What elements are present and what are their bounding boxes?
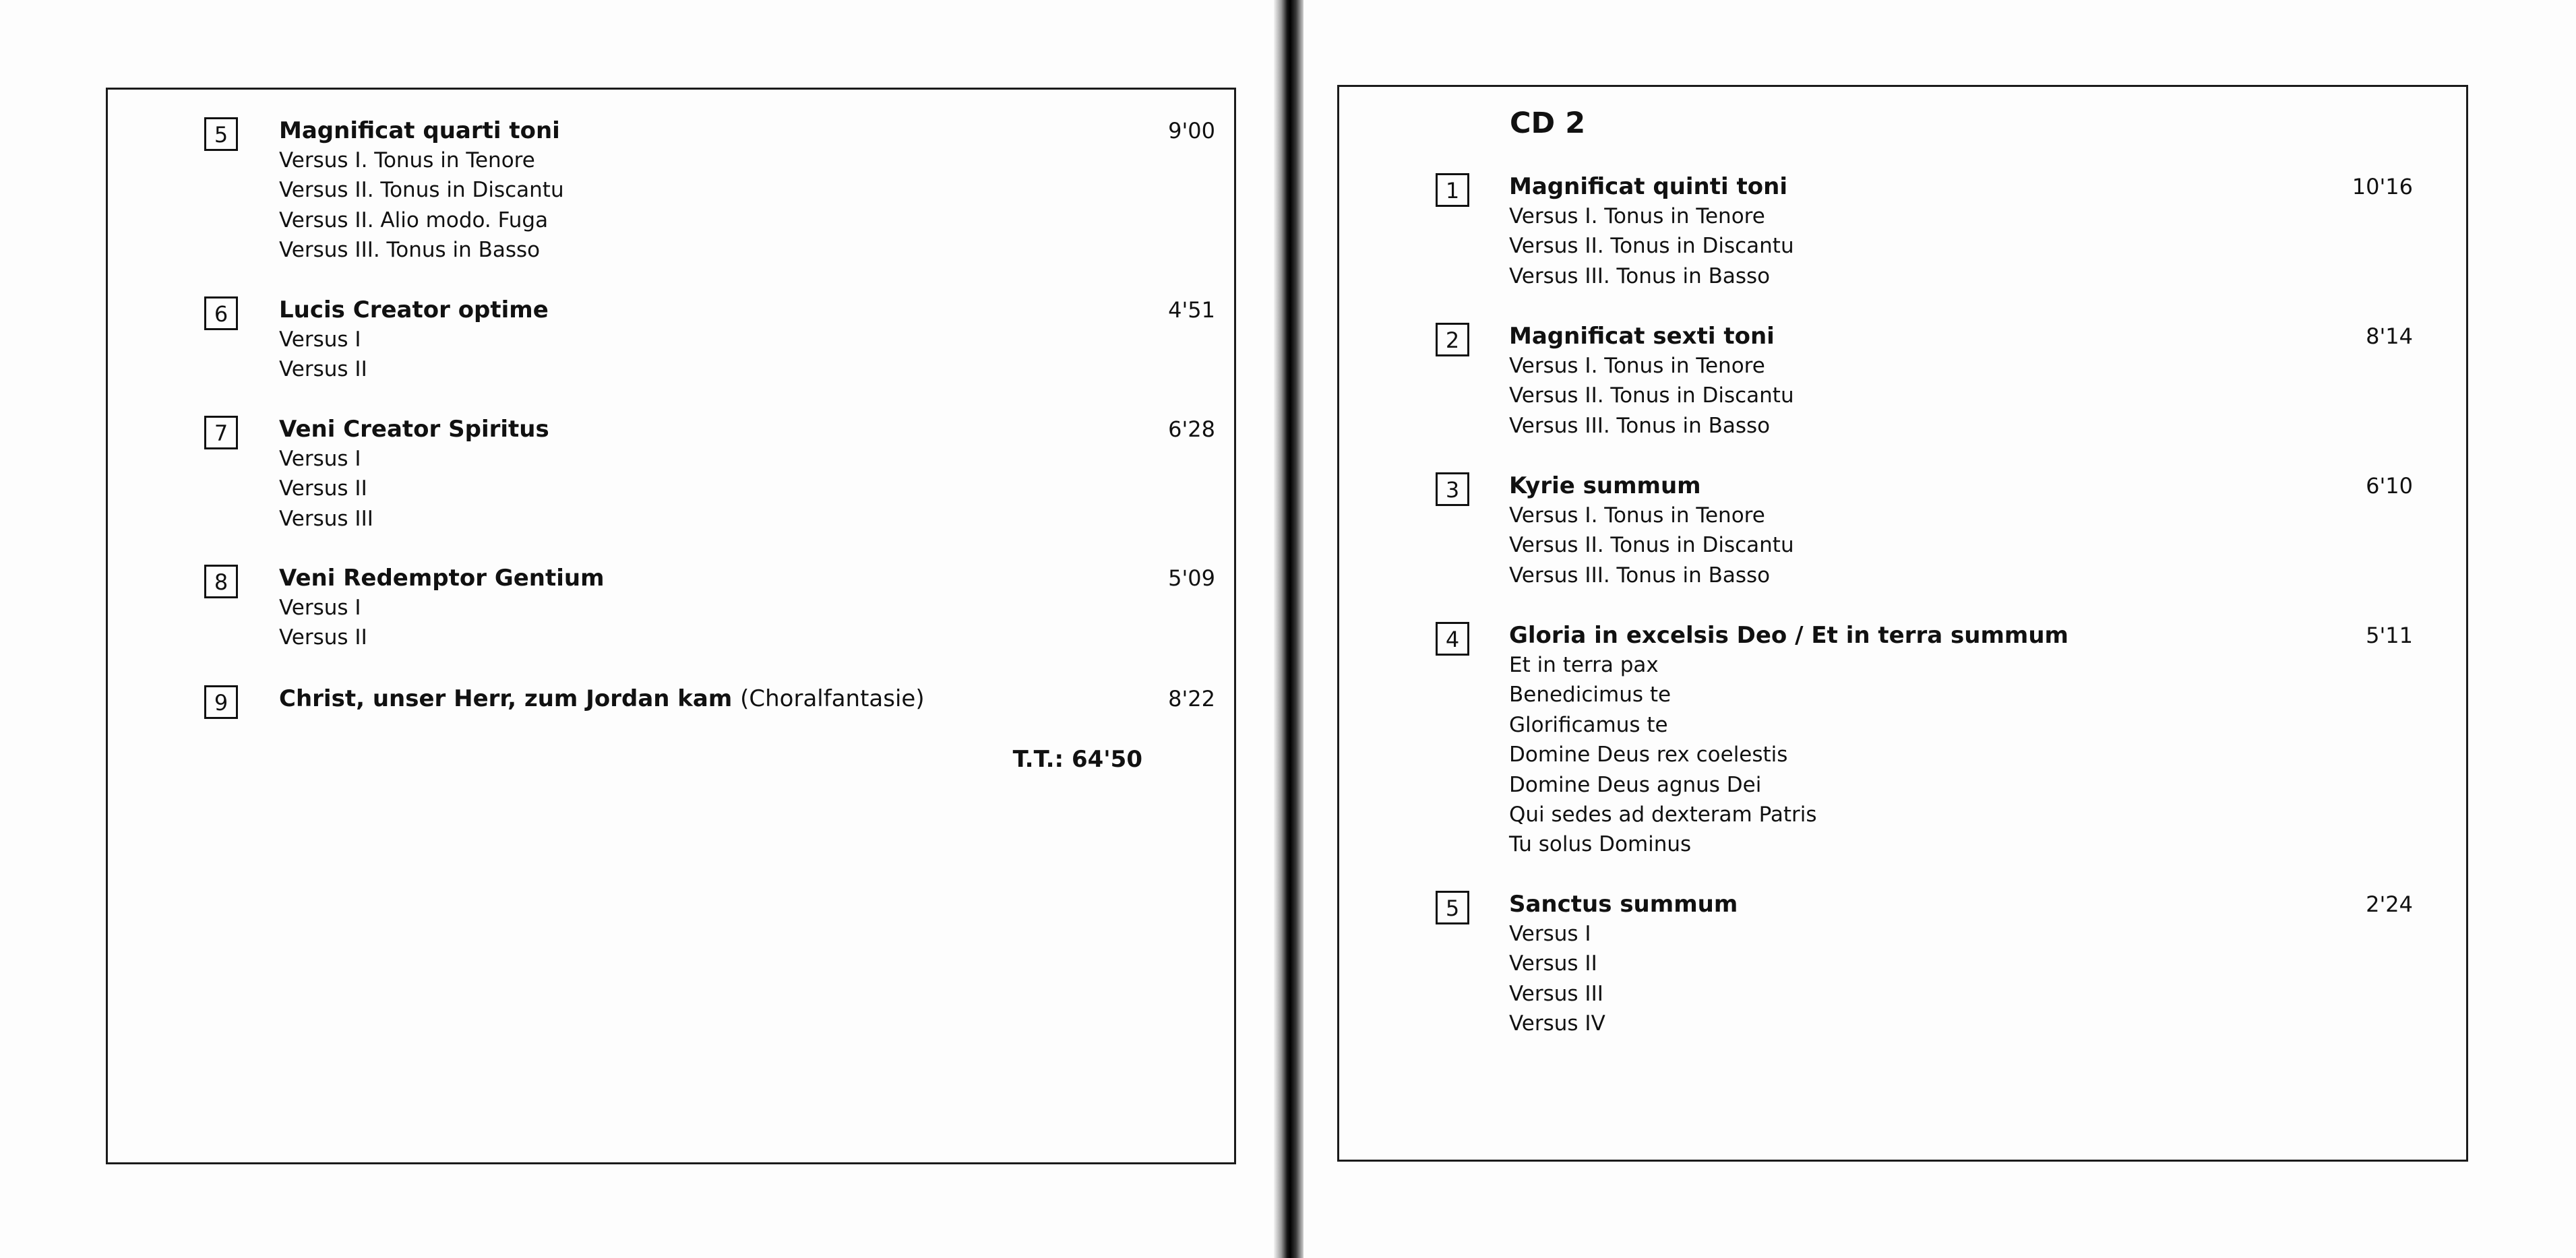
track-duration: 6'28	[1168, 416, 1215, 442]
track-number-box: 8	[204, 565, 238, 598]
versus-list	[279, 325, 367, 385]
track-title: Lucis Creator optime	[279, 296, 549, 323]
track-number-box: 2	[1436, 323, 1469, 356]
track-duration: 5'09	[1168, 565, 1215, 591]
track-title: Magnificat quarti toni	[279, 117, 560, 144]
track-title: Veni Creator Spiritus	[279, 416, 549, 443]
versus-item: Versus II. Tonus in Discantu	[1509, 234, 1794, 259]
track-title: Sanctus summum	[1509, 891, 1738, 918]
track-subtitle: (Choralfantasie)	[740, 685, 925, 712]
track-duration: 2'24	[2366, 891, 2413, 917]
versus-item: Versus II. Tonus in Discantu	[279, 178, 564, 203]
versus-item: Versus IV	[1509, 1011, 1605, 1036]
versus-item: Versus I. Tonus in Tenore	[279, 148, 535, 172]
versus-item: Versus III. Tonus in Basso	[279, 238, 541, 263]
track-duration: 8'22	[1168, 686, 1215, 712]
versus-list	[279, 146, 564, 265]
versus-item: Versus I. Tonus in Tenore	[1509, 503, 1765, 528]
versus-item: Versus I	[1509, 922, 1591, 946]
versus-item: Versus II. Alio modo. Fuga	[279, 208, 549, 232]
versus-item: Versus III. Tonus in Basso	[1509, 563, 1771, 588]
track-duration: 5'11	[2366, 623, 2413, 648]
versus-item: Versus III	[1509, 981, 1603, 1006]
versus-item: Versus I	[279, 447, 361, 471]
versus-item: Versus III	[279, 506, 373, 531]
track-number-box: 5	[204, 117, 238, 151]
versus-list	[1509, 351, 1794, 441]
versus-list	[1509, 919, 1605, 1039]
versus-item: Versus II	[279, 476, 367, 501]
versus-item: Et in terra pax	[1509, 653, 1659, 677]
versus-item: Versus II	[279, 625, 367, 650]
track-number-box: 1	[1436, 173, 1469, 207]
track-title-text: Christ, unser Herr, zum Jordan kam	[279, 685, 733, 712]
track-title: Magnificat sexti toni	[1509, 323, 1775, 350]
track-duration: 8'14	[2366, 323, 2413, 349]
track-number-box: 6	[204, 296, 238, 330]
track-duration: 9'00	[1168, 118, 1215, 144]
track-title	[279, 684, 925, 714]
versus-item: Versus III. Tonus in Basso	[1509, 263, 1771, 288]
track-number-box: 9	[204, 685, 238, 719]
track-title: Magnificat quinti toni	[1509, 173, 1787, 200]
versus-item: Versus I	[279, 327, 361, 352]
track-number-box: 5	[1436, 891, 1469, 924]
track-number-box: 7	[204, 416, 238, 449]
left-page-frame	[106, 88, 1236, 1164]
versus-item: Versus I. Tonus in Tenore	[1509, 204, 1765, 228]
versus-list	[1509, 501, 1794, 590]
track-number-box: 4	[1436, 622, 1469, 656]
versus-item: Versus II. Tonus in Discantu	[1509, 383, 1794, 408]
cd-heading: CD 2	[1510, 106, 1586, 140]
versus-list	[1509, 650, 1817, 860]
versus-item: Versus II	[1509, 951, 1597, 976]
versus-item: Glorificamus te	[1509, 712, 1668, 737]
versus-item: Versus I	[279, 596, 361, 620]
track-duration: 6'10	[2366, 473, 2413, 499]
versus-item: Qui sedes ad dexteram Patris	[1509, 803, 1817, 827]
versus-item: Versus II	[279, 357, 367, 382]
versus-item: Benedicimus te	[1509, 683, 1672, 707]
versus-list	[279, 593, 367, 653]
track-title: Veni Redemptor Gentium	[279, 565, 605, 592]
versus-item: Tu solus Dominus	[1509, 832, 1692, 857]
versus-item: Versus III. Tonus in Basso	[1509, 413, 1771, 438]
versus-item: Domine Deus agnus Dei	[1509, 772, 1762, 797]
booklet-spine	[1274, 0, 1304, 1258]
track-number-box: 3	[1436, 472, 1469, 506]
total-time: T.T.: 64'50	[1012, 746, 1142, 773]
versus-list	[1509, 201, 1794, 291]
versus-item: Versus II. Tonus in Discantu	[1509, 533, 1794, 558]
versus-list	[279, 444, 373, 534]
track-duration: 10'16	[2352, 174, 2413, 199]
track-title: Kyrie summum	[1509, 472, 1701, 499]
versus-item: Domine Deus rex coelestis	[1509, 743, 1788, 767]
versus-item: Versus I. Tonus in Tenore	[1509, 354, 1765, 378]
track-title: Gloria in excelsis Deo / Et in terra summum	[1509, 622, 2068, 649]
track-duration: 4'51	[1168, 297, 1215, 323]
